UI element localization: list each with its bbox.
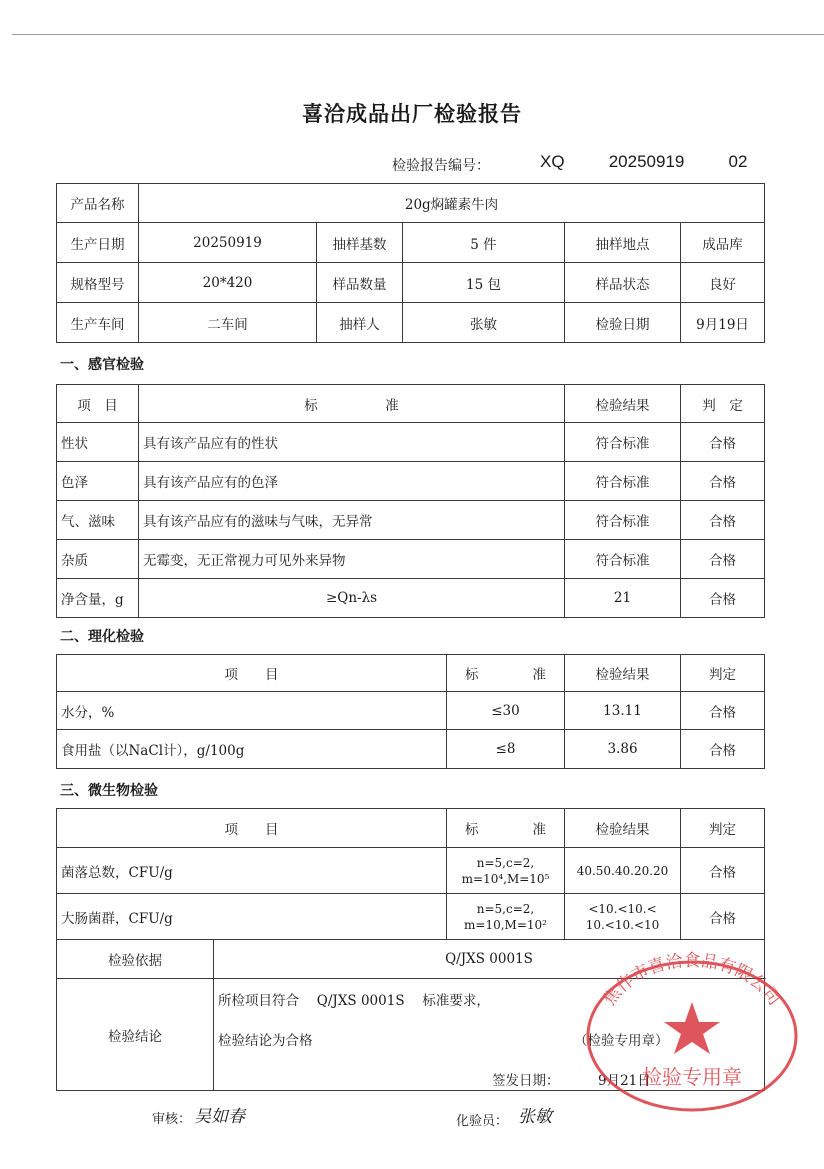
sensory-verdict: 合格 [681, 540, 765, 579]
sample-state-value: 良好 [681, 263, 765, 303]
sensory-header-standard: 标 准 [139, 385, 565, 423]
inspect-date-label: 检验日期 [565, 303, 681, 343]
sensory-header-item: 项 目 [57, 385, 139, 423]
micro-result [565, 894, 681, 940]
sensory-item: 净含量，g [57, 579, 139, 618]
conclusion-line1: 所检项目符合 Q/JXS 0001S 标准要求， [218, 993, 490, 1009]
sampler-value: 张敏 [403, 303, 565, 343]
micro-result-line2: 10.<10.<10 [585, 917, 660, 932]
table-row [57, 423, 765, 462]
sensory-item: 色泽 [57, 462, 139, 501]
table-row [57, 579, 765, 618]
table-row [57, 462, 765, 501]
sensory-standard: 无霉变，无正常视力可见外来异物 [139, 540, 565, 579]
report-title: 喜洽成品出厂检验报告 [302, 102, 522, 126]
physchem-verdict: 合格 [681, 692, 765, 730]
micro-standard [447, 848, 565, 894]
sensory-result: 符合标准 [565, 540, 681, 579]
production-date-label: 生产日期 [57, 223, 139, 263]
micro-header-item: 项 目 [57, 809, 447, 848]
reviewer-signature: 吴如春 [194, 1107, 245, 1127]
sampler-label: 抽样人 [317, 303, 403, 343]
sample-qty-label: 样品数量 [317, 263, 403, 303]
physchem-result: 13.11 [565, 692, 681, 730]
sensory-standard: ≥Qn-λs [139, 579, 565, 618]
sensory-result: 21 [565, 579, 681, 618]
sampling-place-value: 成品库 [681, 223, 765, 263]
product-name-label: 产品名称 [57, 184, 139, 223]
physchem-item: 食用盐（以NaCl计），g/100g [57, 730, 447, 769]
issue-date-label: 签发日期： [492, 1073, 560, 1089]
physchem-verdict: 合格 [681, 730, 765, 769]
sample-qty-value: 15 包 [403, 263, 565, 303]
sensory-item: 气、滋味 [57, 501, 139, 540]
micro-header-result: 检验结果 [565, 809, 681, 848]
sensory-header-result: 检验结果 [565, 385, 681, 423]
micro-item: 大肠菌群，CFU/g [57, 894, 447, 940]
sensory-item: 杂质 [57, 540, 139, 579]
sensory-header-verdict: 判 定 [681, 385, 765, 423]
table-row [57, 692, 765, 730]
sensory-verdict: 合格 [681, 501, 765, 540]
sensory-table [56, 384, 765, 618]
conclusion-line2: 检验结论为合格 [218, 1033, 313, 1049]
sensory-verdict: 合格 [681, 423, 765, 462]
micro-standard-line1: n=5,c=2, [476, 901, 535, 916]
sensory-heading: 一、感官检验 [60, 357, 144, 373]
micro-standard-line2: m=10,M=10² [464, 917, 547, 932]
physchem-header-result: 检验结果 [565, 655, 681, 692]
stamp-company-text: 焦作市喜洽食品有限公司 [599, 951, 785, 1010]
micro-standard-line2: m=10⁴,M=10⁵ [461, 871, 550, 886]
physchem-header-item: 项 目 [57, 655, 447, 692]
issue-date-value: 9月21日 [598, 1073, 651, 1089]
table-row [57, 501, 765, 540]
report-number-value: XQ 20250919 02 [540, 152, 748, 171]
inspect-date-value: 9月19日 [681, 303, 765, 343]
inspection-stamp [582, 944, 802, 1114]
sampling-base-value: 5 件 [403, 223, 565, 263]
table-row [57, 848, 765, 894]
micro-result-line1: <10.<10.< [588, 901, 657, 916]
sampling-place-label: 抽样地点 [565, 223, 681, 263]
micro-item: 菌落总数，CFU/g [57, 848, 447, 894]
spec-label: 规格型号 [57, 263, 139, 303]
report-number-label: 检验报告编号： [392, 158, 490, 174]
micro-result-line1: 40.50.40.20.20 [576, 863, 669, 878]
reviewer-label: 审核： [152, 1112, 192, 1127]
sensory-result: 符合标准 [565, 423, 681, 462]
physchem-heading: 二、理化检验 [60, 629, 144, 645]
micro-verdict: 合格 [681, 848, 765, 894]
basis-label: 检验依据 [57, 940, 214, 979]
workshop-value: 二车间 [139, 303, 317, 343]
physchem-header-standard: 标 准 [447, 655, 565, 692]
sensory-standard: 具有该产品应有的性状 [139, 423, 565, 462]
stamp-star [664, 1002, 720, 1054]
micro-result [565, 848, 681, 894]
tester-label: 化验员： [456, 1114, 509, 1129]
production-date-value: 20250919 [139, 223, 317, 263]
sensory-result: 符合标准 [565, 462, 681, 501]
product-info-table [56, 183, 765, 343]
sensory-item: 性状 [57, 423, 139, 462]
physchem-item: 水分，% [57, 692, 447, 730]
sensory-verdict: 合格 [681, 462, 765, 501]
table-row [57, 730, 765, 769]
physchem-standard: ≤8 [447, 730, 565, 769]
sensory-verdict: 合格 [681, 579, 765, 618]
basis-value: Q/JXS 0001S [214, 940, 765, 979]
table-row [57, 894, 765, 940]
micro-standard [447, 894, 565, 940]
sensory-standard: 具有该产品应有的色泽 [139, 462, 565, 501]
micro-heading: 三、微生物检验 [60, 783, 158, 799]
micro-verdict: 合格 [681, 894, 765, 940]
sample-state-label: 样品状态 [565, 263, 681, 303]
physchem-table [56, 654, 765, 769]
workshop-label: 生产车间 [57, 303, 139, 343]
physchem-header-verdict: 判定 [681, 655, 765, 692]
tester-signature: 张敏 [518, 1107, 552, 1127]
product-name-value: 20g焖罐素牛肉 [139, 184, 765, 223]
micro-header-verdict: 判定 [681, 809, 765, 848]
sensory-standard: 具有该产品应有的滋味与气味，无异常 [139, 501, 565, 540]
physchem-standard: ≤30 [447, 692, 565, 730]
micro-standard-line1: n=5,c=2, [476, 855, 535, 870]
sampling-base-label: 抽样基数 [317, 223, 403, 263]
scan-edge-line [12, 34, 824, 35]
conclusion-label: 检验结论 [57, 979, 214, 1091]
physchem-result: 3.86 [565, 730, 681, 769]
stamp-purpose-text: 检验专用章 [642, 1065, 742, 1089]
micro-header-standard: 标 准 [447, 809, 565, 848]
seal-note: （检验专用章） [574, 1033, 669, 1049]
sensory-result: 符合标准 [565, 501, 681, 540]
table-row [57, 540, 765, 579]
spec-value: 20*420 [139, 263, 317, 303]
